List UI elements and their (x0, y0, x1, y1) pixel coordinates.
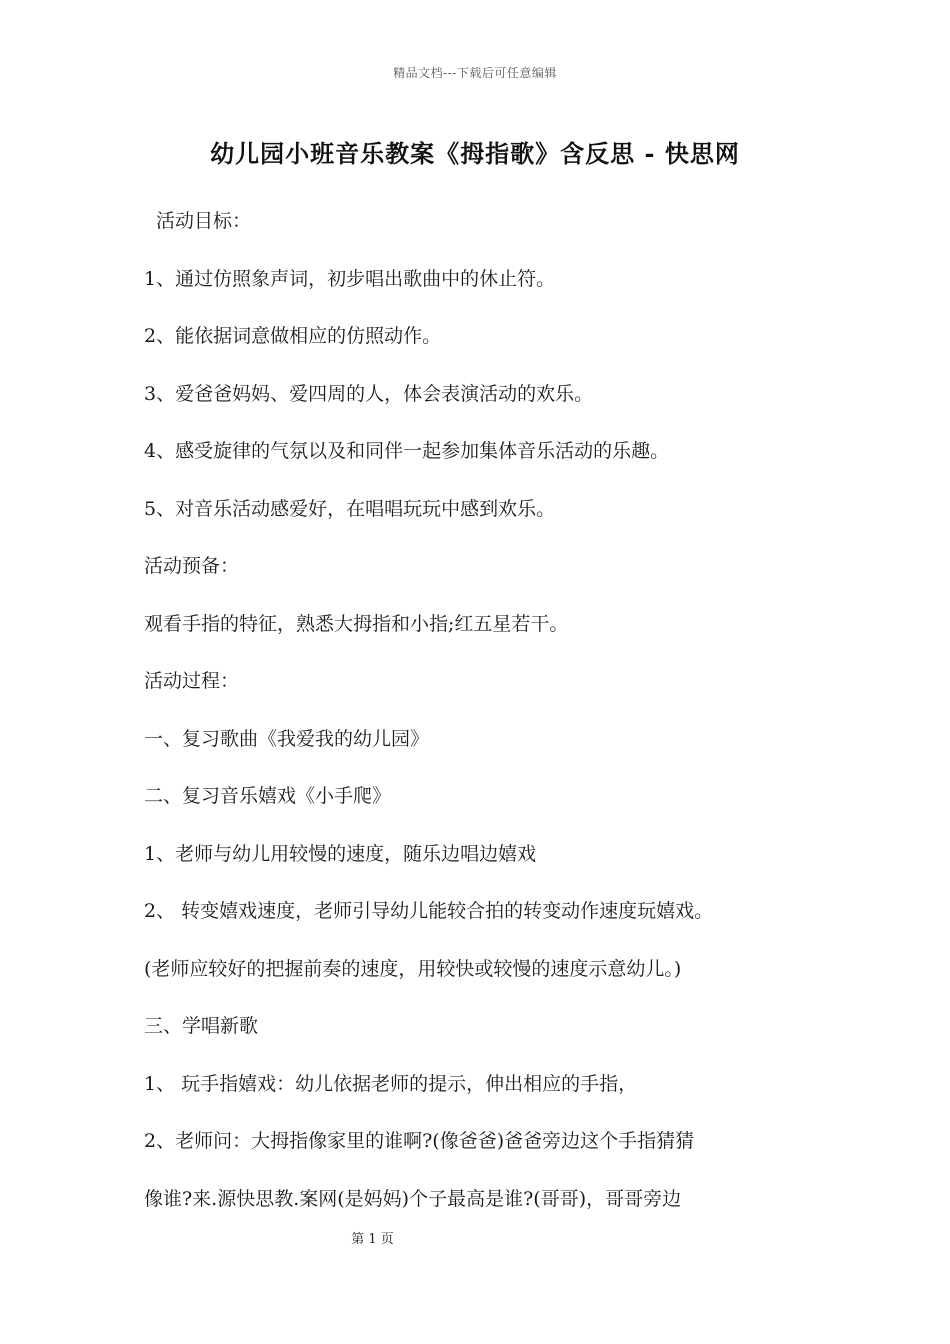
page-number: 第 1 页 (351, 1232, 394, 1247)
paragraph-line: 4、感受旋律的气氛以及和同伴一起参加集体音乐活动的乐趣。 (144, 440, 670, 462)
paragraph-line: 一、复习歌曲《我爱我的幼儿园》 (144, 727, 430, 750)
paragraph-line: 1、老师与幼儿用较慢的速度，随乐边唱边嬉戏 (144, 842, 537, 865)
paragraph-line: 2、 转变嬉戏速度，老师引导幼儿能较合拍的转变动作速度玩嬉戏。 (144, 900, 714, 922)
paragraph-line: 2、老师问：大拇指像家里的谁啊?(像爸爸)爸爸旁边这个手指猜猜 (144, 1130, 695, 1152)
document-body (144, 206, 864, 1241)
paragraph-line: 3、爱爸爸妈妈、爱四周的人，体会表演活动的欢乐。 (144, 382, 594, 405)
paragraph-line: 5、对音乐活动感爱好，在唱唱玩玩中感到欢乐。 (144, 497, 556, 520)
paragraph-line: 2、能依据词意做相应的仿照动作。 (144, 325, 442, 347)
paragraph-line: 观看手指的特征，熟悉大拇指和小指;红五星若干。 (144, 612, 569, 635)
paragraph-line: 1、 玩手指嬉戏：幼儿依据老师的提示，伸出相应的手指， (144, 1072, 638, 1095)
section-heading-preparation: 活动预备： (144, 555, 240, 577)
paragraph-line: 1、通过仿照象声词，初步唱出歌曲中的休止符。 (144, 267, 556, 290)
section-heading-goals: 活动目标： (156, 210, 252, 232)
document-title: 幼儿园小班音乐教案《拇指歌》含反思 - 快思网 (210, 139, 740, 168)
paragraph-line: 二、复习音乐嬉戏《小手爬》 (144, 785, 392, 807)
paragraph-line: 三、学唱新歌 (144, 1015, 259, 1037)
paragraph-line: (老师应较好的把握前奏的速度，用较快或较慢的速度示意幼儿。) (144, 957, 682, 980)
section-heading-process: 活动过程： (144, 670, 240, 692)
paragraph-line: 像谁?来.源快思教.案网(是妈妈)个子最高是谁?(哥哥)，哥哥旁边 (144, 1187, 682, 1210)
page-header: 精品文档---下载后可任意编辑 (393, 66, 557, 80)
